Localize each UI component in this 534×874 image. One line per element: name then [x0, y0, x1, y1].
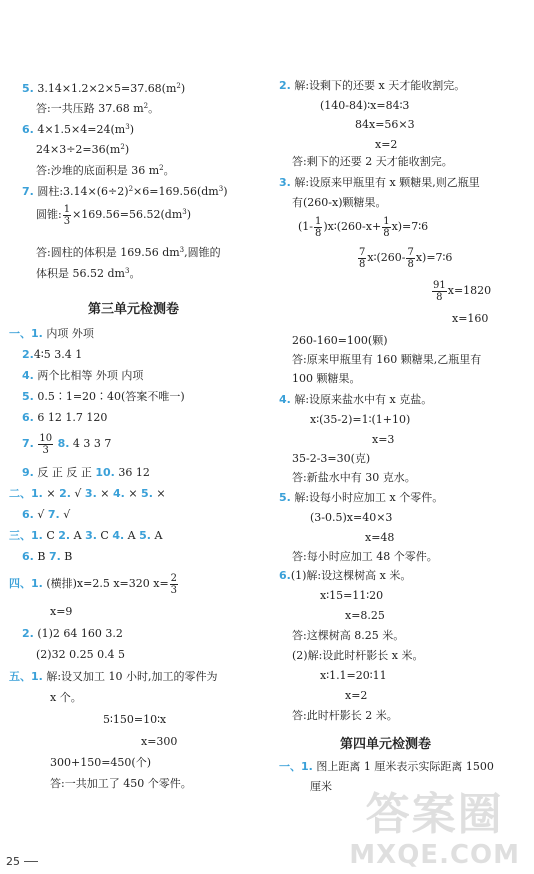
answer-line: 7. $\frac{10}{3}$ 8. 4 3 3 7	[22, 432, 112, 456]
answer-line: x 个。	[50, 691, 82, 704]
answer-line: 答:此时杆影长 2 米。	[292, 709, 398, 722]
answer-line: 7. 圆柱$:3.14\times(6\div 2)^2\times 6=169.56(dm^3)$	[22, 185, 228, 198]
answer-line: 体积是 56.52 $dm^3$。	[36, 267, 141, 280]
answer-line: 答:一共加工了 450 个零件。	[50, 777, 192, 790]
answer-line: 9. 反 正 反 正 10. 36 12	[22, 466, 150, 479]
answer-line: 4. 两个比相等 外项 内项	[22, 369, 144, 382]
answer-line: x=3	[372, 433, 395, 446]
answer-line: 84x=56×3	[355, 118, 415, 131]
answer-line: 5. 解:设每小时应加工 x 个零件。	[279, 491, 444, 504]
answer-line: 答:一共压路 37.68 $m^2$。	[36, 102, 160, 115]
answer-line: 100 颗糖果。	[292, 372, 361, 385]
answer-line: 答:沙堆的底面积是 36 $m^2$。	[36, 164, 175, 177]
answer-line: 答:每小时应加工 48 个零件。	[292, 550, 438, 563]
answer-line: (2)解:设此时杆影长 x 米。	[292, 649, 424, 662]
answer-line: 答:新盐水中有 30 克水。	[292, 471, 416, 484]
fraction: $\frac{1}{3}$	[63, 203, 71, 227]
answer-line: 6. √ 7. √	[22, 508, 71, 521]
answer-line: 300+150=450(个)	[50, 756, 152, 769]
answer-line: 35-2-3=30(克)	[292, 452, 371, 465]
equation-line: (1- $\frac{1}{8}$ )x∶(260-x+ $\frac{1}{8}$ x)=7∶6	[298, 215, 429, 239]
answer-line: 5. 0.5∶1=20∶40(答案不唯一)	[22, 390, 185, 403]
answer-line: 答:这棵树高 8.25 米。	[292, 629, 405, 642]
answer-line: (2)32 0.25 0.4 5	[36, 648, 126, 661]
answer-line: x=160	[452, 312, 489, 325]
answer-line: x=9	[50, 605, 73, 618]
answer-line: 2. (1)2 64 160 3.2	[22, 627, 123, 640]
answer-line: 6. 6 12 1.7 120	[22, 411, 108, 424]
equation-line: $\frac{7}{8}$ x∶(260- $\frac{7}{8}$ x)=7∶6	[359, 246, 453, 270]
answer-line: (140-84)∶x=84∶3	[320, 99, 410, 112]
answer-line: 一、1. 图上距离 1 厘米表示实际距离 1500	[279, 760, 494, 773]
answer-line: x∶(35-2)=1∶(1+10)	[310, 413, 411, 426]
answer-line: x=2	[375, 138, 398, 151]
answer-line: 厘米	[310, 780, 332, 793]
answer-line: 2. 解:设剩下的还要 x 天才能收割完。	[279, 79, 466, 92]
answer-line: x=48	[365, 531, 395, 544]
answer-line: 6. B 7. B	[22, 550, 73, 563]
answer-line: 6.(1)解:设这棵树高 x 米。	[279, 569, 412, 582]
fraction: $\frac{7}{8}$	[359, 246, 366, 270]
answer-line: (3-0.5)x=40×3	[310, 511, 393, 524]
answer-line: 三、1. C 2. A 3. C 4. A 5. A	[9, 529, 163, 542]
answer-line: 5∶150=10∶x	[103, 713, 167, 726]
answer-line: 260-160=100(颗)	[292, 334, 388, 347]
section-title: 第三单元检测卷	[88, 302, 180, 317]
watermark-text: 答案圈	[365, 789, 504, 840]
answer-line: x=300	[141, 735, 178, 748]
answer-line: 有(260-x)颗糖果。	[292, 196, 387, 209]
fraction: $\frac{1}{8}$	[315, 215, 322, 239]
fraction: $\frac{2}{3}$	[170, 572, 178, 596]
fraction: $\frac{10}{3}$	[39, 432, 53, 456]
page-number-dash	[24, 861, 38, 862]
answer-line: x=8.25	[345, 609, 385, 622]
fraction: $\frac{7}{8}$	[407, 246, 414, 270]
watermark-logo	[349, 790, 520, 870]
fraction: $\frac{91}{8}$	[433, 279, 446, 303]
answer-line: 4. 解:设原来盐水中有 x 克盐。	[279, 393, 433, 406]
answer-line: 3. 解:设原来甲瓶里有 x 颗糖果,则乙瓶里	[279, 176, 480, 189]
answer-line: 6. $4\times 1.5\times 4=24(m^3)$	[22, 123, 134, 136]
answer-line: 一、1. 内项 外项	[9, 327, 94, 340]
answer-line: $24\times 3\div 2=36(m^2)$	[36, 143, 130, 156]
section-title: 第四单元检测卷	[340, 737, 432, 752]
answer-line: 答:原来甲瓶里有 160 颗糖果,乙瓶里有	[292, 353, 482, 366]
answer-line: 答:圆柱的体积是 169.56 $dm^3$,圆锥的	[36, 246, 221, 259]
fraction: $\frac{1}{8}$	[383, 215, 390, 239]
equation-line: $\frac{91}{8}$ x=1820	[433, 279, 492, 303]
answer-line: 2.4∶5 3.4 1	[22, 348, 83, 361]
answer-line: x∶1.1=20∶11	[320, 669, 387, 682]
answer-line: 五、1. 解:设又加工 10 小时,加工的零件为	[9, 670, 218, 683]
answer-line: 答:剩下的还要 2 天才能收割完。	[292, 155, 453, 168]
page-number: 25	[6, 855, 20, 868]
answer-line: 5. $3.14\times 1.2\times 2\times 5=37.68(m^2)$	[22, 82, 186, 95]
answer-line: x=2	[345, 689, 368, 702]
answer-line: 圆锥: $\frac{1}{3}$ $\times 169.56=56.52(dm^3)$	[36, 203, 192, 227]
answer-line: 二、1. × 2. √ 3. × 4. × 5. ×	[9, 487, 166, 500]
answer-line: x∶15=11∶20	[320, 589, 384, 602]
answer-line: 四、1. (横排)x=2.5 x=320 x= $\frac{2}{3}$	[9, 572, 178, 596]
watermark-url: MXQE.COM	[349, 840, 520, 870]
